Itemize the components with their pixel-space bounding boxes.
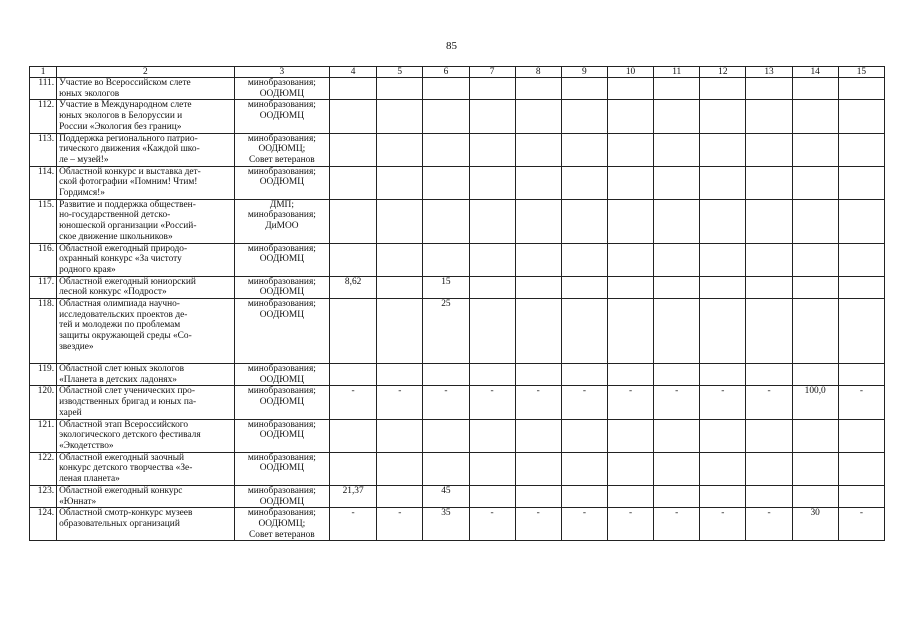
value-cell: 100,0 xyxy=(792,386,838,419)
value-cell xyxy=(607,199,653,243)
responsible-cell: минобразования; ООДЮМЦ; Совет ветеранов xyxy=(234,133,329,166)
value-cell xyxy=(515,100,561,133)
value-cell xyxy=(838,78,884,100)
value-cell xyxy=(561,133,607,166)
page-number: 85 xyxy=(446,40,457,52)
row-number-cell: 115. xyxy=(30,199,57,243)
responsible-cell: минобразования; ООДЮМЦ xyxy=(234,386,329,419)
value-cell xyxy=(792,199,838,243)
value-cell xyxy=(561,276,607,298)
table-row xyxy=(30,508,885,541)
column-number-header: 13 xyxy=(746,67,792,78)
value-cell xyxy=(561,100,607,133)
activity-description-cell: Областная олимпиада научно- исследовательских проектов де- тей и молодежи по проблемам защиты окружающей среды «Со- звездие» xyxy=(57,299,235,364)
row-number-cell: 123. xyxy=(30,485,57,507)
value-cell xyxy=(700,419,746,452)
table-row xyxy=(30,276,885,298)
document-table xyxy=(29,66,885,541)
value-cell xyxy=(423,452,469,485)
value-cell xyxy=(654,485,700,507)
value-cell xyxy=(377,100,423,133)
activity-description-cell: Областной конкурс и выставка дет- ской фотографии «Помним! Чтим! Гордимся!» xyxy=(57,166,235,199)
value-cell: - xyxy=(469,508,515,541)
value-cell: - xyxy=(423,386,469,419)
value-cell xyxy=(607,485,653,507)
column-number-header: 2 xyxy=(57,67,235,78)
value-cell xyxy=(746,452,792,485)
value-cell xyxy=(792,243,838,276)
responsible-cell: минобразования; ООДЮМЦ xyxy=(234,243,329,276)
value-cell: - xyxy=(654,386,700,419)
value-cell xyxy=(330,100,377,133)
value-cell: - xyxy=(607,508,653,541)
value-cell: - xyxy=(561,386,607,419)
responsible-cell: минобразования; ООДЮМЦ xyxy=(234,485,329,507)
value-cell xyxy=(746,243,792,276)
value-cell xyxy=(607,364,653,386)
value-cell xyxy=(654,133,700,166)
value-cell xyxy=(469,100,515,133)
activity-description-cell: Областной слет ученических про- изводственных бригад и юных па- харей xyxy=(57,386,235,419)
value-cell xyxy=(654,243,700,276)
table-row xyxy=(30,386,885,419)
column-number-header: 6 xyxy=(423,67,469,78)
value-cell: 8,62 xyxy=(330,276,377,298)
value-cell xyxy=(792,452,838,485)
header-row xyxy=(30,67,885,78)
value-cell xyxy=(746,199,792,243)
column-number-header: 5 xyxy=(377,67,423,78)
value-cell xyxy=(654,452,700,485)
value-cell: - xyxy=(377,386,423,419)
value-cell xyxy=(654,364,700,386)
value-cell xyxy=(607,299,653,364)
value-cell xyxy=(792,166,838,199)
value-cell xyxy=(515,452,561,485)
value-cell xyxy=(700,299,746,364)
value-cell xyxy=(561,485,607,507)
value-cell xyxy=(746,100,792,133)
value-cell xyxy=(654,199,700,243)
value-cell xyxy=(469,133,515,166)
value-cell xyxy=(515,243,561,276)
value-cell: - xyxy=(700,386,746,419)
value-cell xyxy=(607,78,653,100)
value-cell xyxy=(423,199,469,243)
activity-description-cell: Участие во Всероссийском слете юных экологов xyxy=(57,78,235,100)
responsible-cell: минобразования; ООДЮМЦ xyxy=(234,78,329,100)
table-row xyxy=(30,100,885,133)
activity-description-cell: Областной ежегодный конкурс «Юннат» xyxy=(57,485,235,507)
value-cell xyxy=(423,243,469,276)
value-cell xyxy=(469,299,515,364)
table-row xyxy=(30,452,885,485)
responsible-cell: минобразования; ООДЮМЦ xyxy=(234,419,329,452)
value-cell: 21,37 xyxy=(330,485,377,507)
value-cell xyxy=(607,133,653,166)
value-cell xyxy=(654,299,700,364)
value-cell xyxy=(469,485,515,507)
value-cell xyxy=(330,199,377,243)
value-cell: - xyxy=(330,386,377,419)
value-cell xyxy=(561,299,607,364)
value-cell xyxy=(515,419,561,452)
value-cell xyxy=(838,299,884,364)
value-cell: - xyxy=(377,508,423,541)
column-number-header: 9 xyxy=(561,67,607,78)
value-cell xyxy=(700,364,746,386)
value-cell xyxy=(515,299,561,364)
value-cell xyxy=(515,78,561,100)
value-cell xyxy=(746,133,792,166)
value-cell xyxy=(377,166,423,199)
value-cell: 15 xyxy=(423,276,469,298)
responsible-cell: минобразования; ООДЮМЦ xyxy=(234,299,329,364)
value-cell xyxy=(607,419,653,452)
value-cell xyxy=(469,243,515,276)
value-cell: - xyxy=(746,508,792,541)
table-row xyxy=(30,364,885,386)
value-cell xyxy=(700,243,746,276)
value-cell xyxy=(700,78,746,100)
responsible-cell: минобразования; ООДЮМЦ xyxy=(234,276,329,298)
activity-description-cell: Областной ежегодный заочный конкурс детского творчества «Зе- леная планета» xyxy=(57,452,235,485)
value-cell xyxy=(377,243,423,276)
activity-description-cell: Участие в Международном слете юных экологов в Белоруссии и России «Экология без границ» xyxy=(57,100,235,133)
value-cell xyxy=(838,100,884,133)
row-number-cell: 118. xyxy=(30,299,57,364)
value-cell xyxy=(746,419,792,452)
column-number-header: 4 xyxy=(330,67,377,78)
row-number-cell: 119. xyxy=(30,364,57,386)
value-cell xyxy=(792,364,838,386)
value-cell xyxy=(700,452,746,485)
responsible-cell: ДМП; минобразования; ДиМОО xyxy=(234,199,329,243)
value-cell: - xyxy=(654,508,700,541)
value-cell: - xyxy=(838,386,884,419)
column-number-header: 15 xyxy=(838,67,884,78)
value-cell xyxy=(838,485,884,507)
column-number-header: 8 xyxy=(515,67,561,78)
value-cell: - xyxy=(561,508,607,541)
value-cell xyxy=(700,100,746,133)
value-cell xyxy=(469,276,515,298)
value-cell xyxy=(792,419,838,452)
value-cell xyxy=(330,452,377,485)
value-cell xyxy=(330,364,377,386)
value-cell xyxy=(515,166,561,199)
value-cell xyxy=(469,78,515,100)
activity-description-cell: Областной ежегодный юниорский лесной конкурс «Подрост» xyxy=(57,276,235,298)
row-number-cell: 114. xyxy=(30,166,57,199)
row-number-cell: 124. xyxy=(30,508,57,541)
activity-description-cell: Областной ежегодный природо- охранный конкурс «За чистоту родного края» xyxy=(57,243,235,276)
value-cell xyxy=(607,166,653,199)
value-cell xyxy=(746,78,792,100)
table-row xyxy=(30,78,885,100)
value-cell xyxy=(607,276,653,298)
value-cell xyxy=(654,276,700,298)
value-cell xyxy=(515,485,561,507)
value-cell xyxy=(654,78,700,100)
value-cell: - xyxy=(515,508,561,541)
responsible-cell: минобразования; ООДЮМЦ xyxy=(234,166,329,199)
value-cell: - xyxy=(469,386,515,419)
row-number-cell: 121. xyxy=(30,419,57,452)
column-number-header: 11 xyxy=(654,67,700,78)
value-cell xyxy=(838,199,884,243)
responsible-cell: минобразования; ООДЮМЦ xyxy=(234,452,329,485)
value-cell xyxy=(561,419,607,452)
value-cell xyxy=(792,485,838,507)
value-cell: - xyxy=(515,386,561,419)
activity-description-cell: Развитие и поддержка обществен- но-государственной детско- юношеской организации «Россий- ское движение школьников» xyxy=(57,199,235,243)
value-cell: - xyxy=(607,386,653,419)
value-cell xyxy=(469,452,515,485)
value-cell xyxy=(330,166,377,199)
value-cell xyxy=(423,166,469,199)
value-cell: - xyxy=(838,508,884,541)
value-cell xyxy=(469,166,515,199)
value-cell xyxy=(607,243,653,276)
row-number-cell: 112. xyxy=(30,100,57,133)
value-cell: 35 xyxy=(423,508,469,541)
value-cell xyxy=(746,485,792,507)
column-number-header: 3 xyxy=(234,67,329,78)
value-cell xyxy=(838,133,884,166)
value-cell xyxy=(377,299,423,364)
value-cell xyxy=(515,276,561,298)
value-cell xyxy=(561,452,607,485)
row-number-cell: 111. xyxy=(30,78,57,100)
value-cell xyxy=(561,166,607,199)
value-cell xyxy=(423,133,469,166)
value-cell xyxy=(423,364,469,386)
responsible-cell: минобразования; ООДЮМЦ xyxy=(234,100,329,133)
value-cell xyxy=(423,419,469,452)
row-number-cell: 122. xyxy=(30,452,57,485)
value-cell xyxy=(607,452,653,485)
value-cell xyxy=(838,452,884,485)
value-cell xyxy=(377,199,423,243)
value-cell xyxy=(700,133,746,166)
value-cell xyxy=(423,100,469,133)
value-cell xyxy=(838,166,884,199)
value-cell xyxy=(377,419,423,452)
column-number-header: 12 xyxy=(700,67,746,78)
value-cell xyxy=(377,485,423,507)
value-cell: 45 xyxy=(423,485,469,507)
value-cell xyxy=(746,166,792,199)
value-cell xyxy=(561,78,607,100)
table-row xyxy=(30,419,885,452)
value-cell xyxy=(746,276,792,298)
value-cell: 25 xyxy=(423,299,469,364)
value-cell xyxy=(746,364,792,386)
activity-description-cell: Областной смотр-конкурс музеев образовательных организаций xyxy=(57,508,235,541)
value-cell xyxy=(423,78,469,100)
value-cell xyxy=(377,452,423,485)
value-cell xyxy=(792,78,838,100)
value-cell xyxy=(377,133,423,166)
table-row xyxy=(30,199,885,243)
value-cell xyxy=(515,364,561,386)
value-cell xyxy=(792,299,838,364)
value-cell xyxy=(838,243,884,276)
value-cell xyxy=(654,419,700,452)
value-cell xyxy=(377,78,423,100)
row-number-cell: 120. xyxy=(30,386,57,419)
value-cell xyxy=(561,243,607,276)
column-number-header: 7 xyxy=(469,67,515,78)
responsible-cell: минобразования; ООДЮМЦ xyxy=(234,364,329,386)
value-cell xyxy=(330,419,377,452)
responsible-cell: минобразования; ООДЮМЦ; Совет ветеранов xyxy=(234,508,329,541)
row-number-cell: 113. xyxy=(30,133,57,166)
value-cell xyxy=(515,199,561,243)
value-cell xyxy=(377,276,423,298)
table-row xyxy=(30,243,885,276)
value-cell xyxy=(792,276,838,298)
value-cell xyxy=(792,100,838,133)
value-cell: 30 xyxy=(792,508,838,541)
value-cell xyxy=(792,133,838,166)
value-cell xyxy=(700,485,746,507)
table-row xyxy=(30,166,885,199)
value-cell xyxy=(515,133,561,166)
table-row xyxy=(30,299,885,364)
value-cell xyxy=(561,364,607,386)
value-cell xyxy=(561,199,607,243)
column-number-header: 14 xyxy=(792,67,838,78)
value-cell xyxy=(469,199,515,243)
table-row xyxy=(30,485,885,507)
value-cell xyxy=(469,419,515,452)
value-cell xyxy=(838,276,884,298)
row-number-cell: 117. xyxy=(30,276,57,298)
value-cell xyxy=(838,419,884,452)
value-cell xyxy=(330,243,377,276)
value-cell xyxy=(746,299,792,364)
activity-description-cell: Областной слет юных экологов «Планета в детских ладонях» xyxy=(57,364,235,386)
value-cell xyxy=(654,100,700,133)
activity-description-cell: Поддержка регионального патрио- тического движения «Каждой шко- ле – музей!» xyxy=(57,133,235,166)
value-cell xyxy=(838,364,884,386)
value-cell xyxy=(330,78,377,100)
value-cell: - xyxy=(330,508,377,541)
value-cell xyxy=(469,364,515,386)
value-cell xyxy=(377,364,423,386)
value-cell xyxy=(700,166,746,199)
value-cell xyxy=(700,199,746,243)
value-cell xyxy=(654,166,700,199)
table-row xyxy=(30,133,885,166)
activity-description-cell: Областной этап Всероссийского экологического детского фестиваля «Экодетство» xyxy=(57,419,235,452)
value-cell xyxy=(330,133,377,166)
value-cell: - xyxy=(700,508,746,541)
column-number-header: 10 xyxy=(607,67,653,78)
value-cell xyxy=(700,276,746,298)
value-cell xyxy=(330,299,377,364)
value-cell: - xyxy=(746,386,792,419)
row-number-cell: 116. xyxy=(30,243,57,276)
value-cell xyxy=(607,100,653,133)
column-number-header: 1 xyxy=(30,67,57,78)
